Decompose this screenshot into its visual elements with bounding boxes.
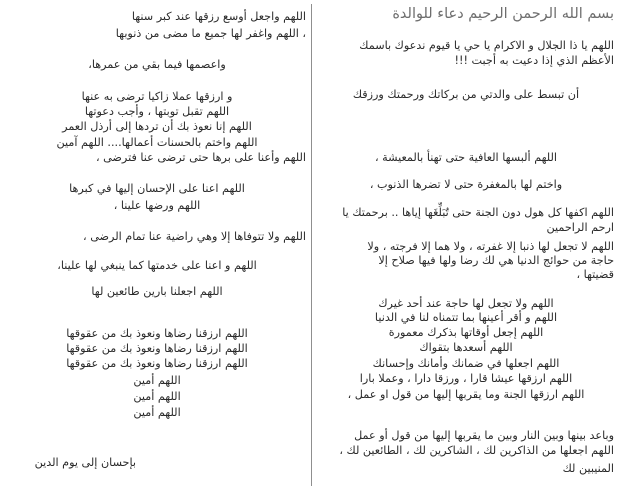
- prayer-line: اللهم أمين: [133, 374, 181, 387]
- prayer-line: اللهم واجعل أوسع رزقها عند كبر سنها: [131, 10, 306, 23]
- prayer-line: اللهم إنا نعوذ بك أن تردها إلى أرذل العمر: [62, 120, 252, 133]
- prayer-line: المنيبين لك: [562, 462, 614, 475]
- prayer-line: واعصمها فيما بقي من عمرها،: [88, 58, 226, 71]
- prayer-line: اللهم وأعنا على برها حتى ترضى عنا فترضى ،: [95, 151, 306, 164]
- prayer-line: اللهم ارزقها الجنة وما يقربها إليها من قول او عمل ،: [347, 388, 585, 401]
- prayer-line: اللهم ارزقنا رضاها ونعوذ بك من عقوقها: [66, 327, 248, 340]
- prayer-line: أن تبسط على والدتي من بركاتك ورحمتك ورزقك: [352, 88, 580, 101]
- prayer-line: اللهم اجعلها من الذاكرين لك ، الشاكرين لك ، الطائعين لك ،: [339, 444, 614, 457]
- prayer-line: اللهم أمين: [133, 406, 181, 419]
- prayer-line: اللهم تقبل توبتها ، وأجب دعوتها: [84, 105, 230, 118]
- prayer-line: بإحسان إلى يوم الدين: [34, 456, 136, 469]
- prayer-line: اللهم و اعنا على خدمتها كما ينبغي لها علينا،: [57, 259, 257, 272]
- prayer-line: اللهم لا تجعل لها ذنبا إلا غفرته ، ولا هما إلا فرجته ، ولا: [367, 240, 614, 253]
- prayer-line: اللهم يا ذا الجلال و الاكرام يا حي يا قيوم ندعوك باسمك: [359, 39, 614, 52]
- prayer-line: اللهم ارزقنا رضاها ونعوذ بك من عقوقها: [66, 342, 248, 355]
- prayer-line: قضيتها ،: [576, 268, 614, 281]
- prayer-line: اللهم أمين: [133, 390, 181, 403]
- column-divider: [311, 4, 312, 486]
- prayer-line: اللهم أسعدها بتقواك: [419, 341, 513, 354]
- prayer-line: اللهم واختم بالحسنات أعمالها.... اللهم آمين: [56, 136, 258, 149]
- prayer-line: اللهم ارزقنا رضاها ونعوذ بك من عقوقها: [66, 357, 248, 370]
- prayer-line: اللهم إجعل أوقاتها بذكرك معمورة: [388, 326, 544, 339]
- prayer-line: اللهم ورضها علينا ،: [113, 199, 201, 212]
- prayer-line: الأعظم الذي إذا دعيت به أجبت !!!: [454, 54, 614, 67]
- prayer-line: واختم لها بالمغفرة حتى لا تضرها الذنوب ،: [369, 178, 563, 191]
- prayer-line: اللهم ولا تجعل لها حاجة عند أحد غيرك: [378, 297, 554, 310]
- prayer-line: اللهم ارزقها عيشا قارا ، ورزقا دارا ، وعملا بارا: [359, 372, 573, 385]
- prayer-line: ارحم الراحمين: [546, 221, 614, 234]
- prayer-line: اللهم ولا تتوفاها إلا وهي راضية عنا تمام الرضى ،: [83, 230, 306, 243]
- prayer-line: اللهم اعنا على الإحسان إليها في كبرها: [69, 182, 245, 195]
- prayer-line: اللهم اكفها كل هول دون الجنة حتى تُبَلِّغَها إياها .. برحمتك يا: [342, 206, 614, 219]
- prayer-line: اللهم و أقر أعينها بما تتمناه لنا في الدنيا: [374, 311, 558, 324]
- prayer-line: اللهم اجعلها في ضمانك وأمانك وإحسانك: [372, 357, 560, 370]
- prayer-line: و ارزقها عملا زاكيا ترضى به عنها: [81, 90, 233, 103]
- prayer-line: اللهم ألبسها العافية حتى تهنأ بالمعيشة ،: [374, 151, 558, 164]
- prayer-line: وباعد بينها وبين النار وبين ما يقربها إليها من قول أو عمل: [354, 429, 614, 442]
- prayer-line: ، اللهم واغفر لها جميع ما مضى من ذنوبها: [115, 27, 306, 40]
- prayer-line: حاجة من حوائج الدنيا هي لك رضا ولها فيها صلاح إلا: [378, 254, 614, 267]
- prayer-line: اللهم اجعلنا بارين طائعين لها: [91, 285, 223, 298]
- document-title: بسم الله الرحمن الرحيم دعاء للوالدة: [392, 6, 614, 22]
